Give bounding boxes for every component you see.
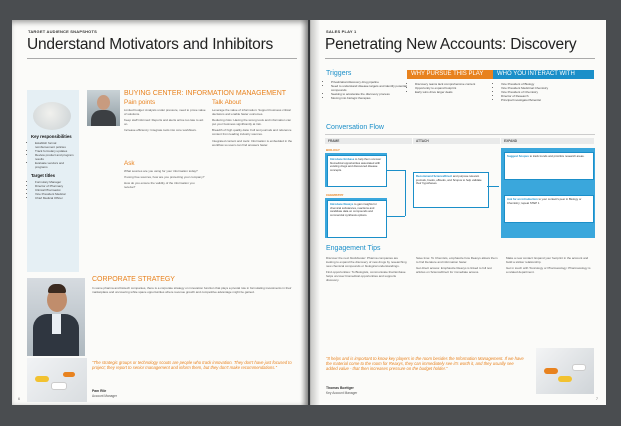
triggers-list bbox=[326, 80, 409, 100]
flow-connector bbox=[405, 170, 406, 216]
pill-image bbox=[33, 102, 71, 130]
flow-box-title: Introduce Reaxys bbox=[330, 202, 354, 206]
man-photo bbox=[27, 278, 85, 356]
pills-photo bbox=[27, 358, 87, 402]
flow-arrow bbox=[387, 216, 405, 217]
left-quote-role: Account Manager bbox=[92, 394, 117, 398]
tips-column-2 bbox=[416, 256, 498, 276]
list-item: • Director of Pharmacy bbox=[35, 184, 77, 188]
triggers-heading: Triggers bbox=[326, 70, 352, 77]
right-page-title: Penetrating New Accounts: Discovery bbox=[325, 36, 577, 53]
buying-center-heading: BUYING CENTER: INFORMATION MANAGEMENT bbox=[124, 90, 287, 97]
pills-photo bbox=[536, 348, 594, 394]
list-item: • Early wins drive larger deals bbox=[415, 90, 493, 94]
list-item: • Vice President Medical bbox=[35, 192, 77, 196]
talk-para: Leverage the value of information: Support business critical decisions and enable faster outcomes. bbox=[212, 108, 291, 117]
flow-box-text: to your contact's peer in Biology or Chemistry; repeat STEP 1 bbox=[507, 197, 582, 205]
talk-para: Integrated content and tools: Information is embedded in the workflow so users can find answers faster. bbox=[212, 138, 293, 147]
flow-box-title: Introduce Embase bbox=[330, 157, 355, 161]
left-quote: "The strategic groups or technology scouts are people who track innovation. They don't have just focused to project; they report to senior management and inform them, but they don't make recommendations." bbox=[92, 360, 292, 371]
ask-item: If using free sources, how are you protecting your company? bbox=[124, 175, 205, 180]
flow-arrow bbox=[487, 186, 499, 187]
key-responsibilities-heading: Key responsibilities bbox=[31, 134, 72, 139]
suggest-flow-box bbox=[504, 152, 594, 180]
right-quote-name: Thomas Boettger bbox=[326, 386, 354, 390]
woman-photo bbox=[87, 90, 120, 126]
list-item: • Formulary Manager bbox=[35, 180, 77, 184]
right-page-number: 7 bbox=[596, 397, 598, 401]
book-gutter bbox=[300, 20, 320, 405]
flow-arrow bbox=[387, 170, 405, 171]
talk-para: Breadth of high quality data: Full text journals and reference content from leading industry sources. bbox=[212, 128, 292, 137]
chemistry-label: CHEMISTRY bbox=[326, 193, 344, 197]
corporate-strategy-heading: CORPORATE STRATEGY bbox=[92, 276, 175, 283]
biology-flow-box bbox=[327, 155, 387, 187]
ask-text bbox=[124, 169, 206, 191]
conversation-flow-heading: Conversation Flow bbox=[326, 124, 384, 131]
left-quote-name: Pam Rile bbox=[92, 389, 107, 393]
pain-points-text bbox=[124, 108, 206, 134]
flow-box-title: Ask for an introduction bbox=[507, 197, 538, 201]
list-item: • Establish formal reimbursement policies bbox=[35, 141, 77, 149]
tip-para: Get direct access: Emphasize Reaxys is linked to full text articles on ScienceDirect for immediate access. bbox=[416, 266, 492, 275]
tip-para: Get in touch with Toxicology or Pharmacology: Pharmacology is a related department. bbox=[506, 266, 591, 275]
pain-point: Keep staff informed: Reports and alerts arrive too late to act on. bbox=[124, 118, 204, 127]
list-item: • Discovery teams lack comprehensive content bbox=[415, 82, 493, 86]
list-item: • Track formulary updates bbox=[35, 149, 77, 153]
corporate-strategy-para: In some pharma and biotech companies, there is a corporate strategy on innovation function that plays a pivotal role in formulating investments in their marketplace and uncovering white space opportunities where revenue growth and competitive advantage might be gained. bbox=[92, 286, 292, 295]
left-page-title: Understand Motivators and Inhibitors bbox=[27, 36, 274, 53]
ask-item: What sources are you using for your information today? bbox=[124, 169, 198, 173]
list-item: • Chief Medical Officer bbox=[35, 196, 77, 200]
pain-point: Increase efficiency: Integrate tools into core workflows. bbox=[124, 128, 197, 133]
talk-para: Reducing risks: Having the wrong tools and information can put your business significantly at risk. bbox=[212, 118, 292, 127]
flow-box-title: Recommend ScienceDirect bbox=[416, 174, 453, 178]
responsibilities-panel bbox=[27, 90, 79, 272]
list-item: • Opportunity to expand footprint bbox=[415, 86, 493, 90]
flow-box-text: to track trends and prioritize research areas. bbox=[529, 154, 585, 158]
who-interact-heading: WHO YOU INTERACT WITH bbox=[493, 70, 594, 79]
right-quote: "It helps and is important to know key players in the room besides the Information Management. If we have the material come to the room for Reaxys, they can immediately see it's worth it, and they usually see added value - that then increases pressure on the budget holder." bbox=[326, 356, 524, 372]
corporate-strategy-text bbox=[92, 286, 297, 296]
target-titles-heading: Target titles bbox=[31, 173, 56, 178]
list-item: • Vice President Medicinal Chemistry bbox=[501, 86, 593, 90]
list-item: • Evaluate vendors and programs bbox=[35, 161, 77, 169]
frame-column-header: FRAME bbox=[325, 138, 412, 144]
list-item: • Vice President of Chemistry bbox=[501, 90, 593, 94]
tips-column-1 bbox=[326, 256, 408, 285]
biology-label: BIOLOGY bbox=[326, 148, 340, 152]
engagement-tips-heading: Engagement Tips bbox=[326, 245, 381, 252]
list-item: • Director of Research bbox=[501, 94, 593, 98]
tip-para: Save time: To Chemists, emphasize how Reaxys allows them to find literature and information faster. bbox=[416, 256, 498, 265]
ask-heading: Ask bbox=[124, 160, 135, 167]
title-rule bbox=[325, 58, 595, 59]
flow-box-text: to gain insights for chemical substances, reactions and candidate data on compounds and commercial synthesis options. bbox=[330, 202, 377, 217]
list-item: • Need to understand disease targets and identify potential compounds bbox=[331, 84, 409, 92]
attach-column-header: ATTACH bbox=[413, 138, 500, 144]
tips-column-3 bbox=[506, 256, 592, 276]
list-item: • Moving into biologic therapies bbox=[331, 96, 409, 100]
tip-para: Discover the next blockbuster: Pharma companies are looking to expand the discovery of new drugs by researching new chemical compounds or biological understandings. bbox=[326, 256, 407, 269]
title-rule bbox=[27, 58, 297, 59]
left-kicker: TARGET AUDIENCE SNAPSHOTS bbox=[28, 29, 98, 34]
ask-intro-flow-box bbox=[504, 195, 594, 223]
tip-para: Make a new contact: Expand your footprint in the account and build a sticker relationship. bbox=[506, 256, 589, 265]
right-quote-role: Key Account Manager bbox=[326, 391, 358, 395]
expand-column-header: EXPAND bbox=[501, 138, 594, 144]
right-kicker: SALES PLAY 1 bbox=[326, 29, 357, 34]
left-page-number: 6 bbox=[18, 397, 20, 401]
flow-box-text: to help them uncover biomedical opportunities associated with existing drugs and discovered disease concepts. bbox=[330, 157, 382, 172]
list-item: • Seeking to accelerate the discovery process bbox=[331, 92, 409, 96]
chemistry-flow-box bbox=[327, 200, 387, 238]
list-item: • Review product and program results bbox=[35, 153, 77, 161]
list-item: • Principal Investigator/Scientist bbox=[501, 98, 593, 102]
why-pursue-heading: WHY PURSUE THIS PLAY bbox=[407, 70, 493, 79]
talk-about-heading: Talk About bbox=[212, 99, 242, 106]
target-titles-list bbox=[27, 180, 79, 200]
right-page bbox=[310, 20, 606, 405]
why-pursue-list bbox=[410, 82, 493, 94]
who-interact-list bbox=[496, 82, 593, 102]
flow-box-title: Suggest Scopus bbox=[507, 154, 529, 158]
talk-about-text bbox=[212, 108, 296, 149]
pain-point: Limited budget: Analysts under pressure, need to prove value of solutions. bbox=[124, 108, 206, 117]
ask-item: How do you ensure the validity of the information you receive? bbox=[124, 181, 195, 190]
flow-box-text: and purpose relevant journals, books, eBooks, and Scopus to help validate their hypotheses. bbox=[416, 174, 482, 186]
recommend-flow-box bbox=[413, 172, 489, 208]
left-page bbox=[12, 20, 308, 405]
flow-rule bbox=[325, 134, 595, 135]
tip-para: Find opportunities: To Biologists, communicate that Embase helps uncover biomedical opportunities and supports discovery. bbox=[326, 270, 406, 283]
list-item: • Vice President of Biology bbox=[501, 82, 593, 86]
key-responsibilities-list bbox=[27, 141, 79, 169]
list-item: • Clinical Pharmacist bbox=[35, 188, 77, 192]
list-item: • Privatization/discovery drug pipeline bbox=[331, 80, 409, 84]
pain-points-heading: Pain points bbox=[124, 99, 156, 106]
